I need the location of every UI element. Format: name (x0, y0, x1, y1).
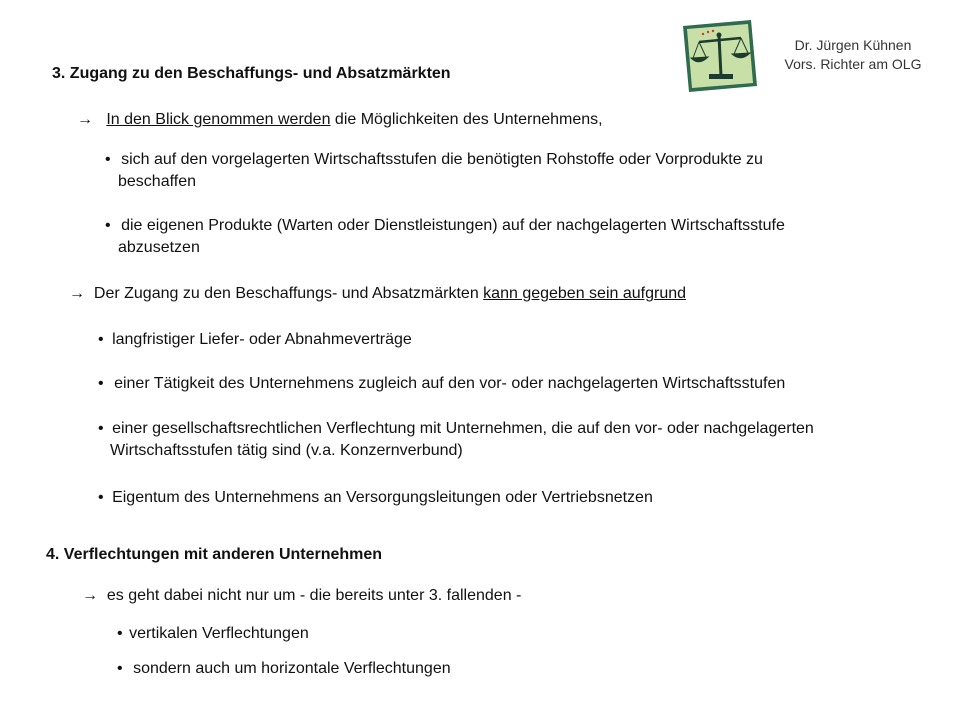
section-3-intro (77, 110, 603, 130)
section-4-heading (46, 545, 382, 565)
intro-rest: die Möglichkeiten des Unternehmens, (330, 111, 603, 128)
intro-underlined: In den Blick genommen werden (106, 111, 331, 128)
author-block (760, 36, 946, 74)
arrow-icon: → (69, 285, 85, 302)
section-4-number: 4. (46, 546, 60, 563)
list-item: • langfristiger Liefer- oder Abnahmeverträge (98, 331, 412, 348)
section-4-intro-text: es geht dabei nicht nur um - die bereits unter 3. fallenden - (106, 587, 522, 604)
author-name: Dr. Jürgen Kühnen (794, 37, 912, 53)
section-3-number: 3. (52, 65, 66, 82)
list-item: • einer Tätigkeit des Unternehmens zugleich auf den vor- oder nachgelagerten Wirtschaftsstufen (98, 375, 786, 392)
bullet-icon: • (98, 375, 104, 392)
bullet-icon: • (117, 660, 123, 677)
list-item: • sich auf den vorgelagerten Wirtschaftsstufen die benötigten Rohstoffe oder Vorprodukte zu (105, 151, 763, 168)
bullet-icon: • (98, 331, 104, 348)
section-4-intro (82, 586, 521, 606)
arrow-icon: → (82, 587, 98, 604)
list-item: • einer gesellschaftsrechtlichen Verflechtung mit Unternehmen, die auf den vor- oder nachgelagerten (98, 420, 814, 437)
access-text: Der Zugang zu den Beschaffungs- und Absatzmärkten (93, 285, 484, 302)
bullet-icon: • (98, 420, 104, 437)
access-line (69, 284, 686, 304)
list-item: • sondern auch um horizontale Verflechtungen (117, 660, 451, 677)
bullet-icon: • (117, 625, 123, 642)
scales-of-justice-icon (679, 18, 761, 94)
bullet-icon: • (105, 217, 111, 234)
author-title: Vors. Richter am OLG (784, 56, 922, 72)
arrow-icon: → (77, 111, 93, 128)
access-underlined: kann gegeben sein aufgrund (483, 285, 687, 302)
list-item: • vertikalen Verflechtungen (117, 625, 309, 642)
bullet-icon: • (105, 151, 111, 168)
list-item-continuation: abzusetzen (118, 239, 200, 256)
section-3-title: Zugang zu den Beschaffungs- und Absatzmärkten (69, 65, 451, 82)
list-item: • Eigentum des Unternehmens an Versorgungsleitungen oder Vertriebsnetzen (98, 489, 653, 506)
bullet-icon: • (98, 489, 104, 506)
list-item: • die eigenen Produkte (Warten oder Dienstleistungen) auf der nachgelagerten Wirtschaftsstufe (105, 217, 785, 234)
section-3-heading (52, 64, 451, 84)
list-item-continuation: Wirtschaftsstufen tätig sind (v.a. Konzernverbund) (110, 442, 463, 459)
section-4-title: Verflechtungen mit anderen Unternehmen (63, 546, 383, 563)
list-item-continuation: beschaffen (118, 173, 196, 190)
